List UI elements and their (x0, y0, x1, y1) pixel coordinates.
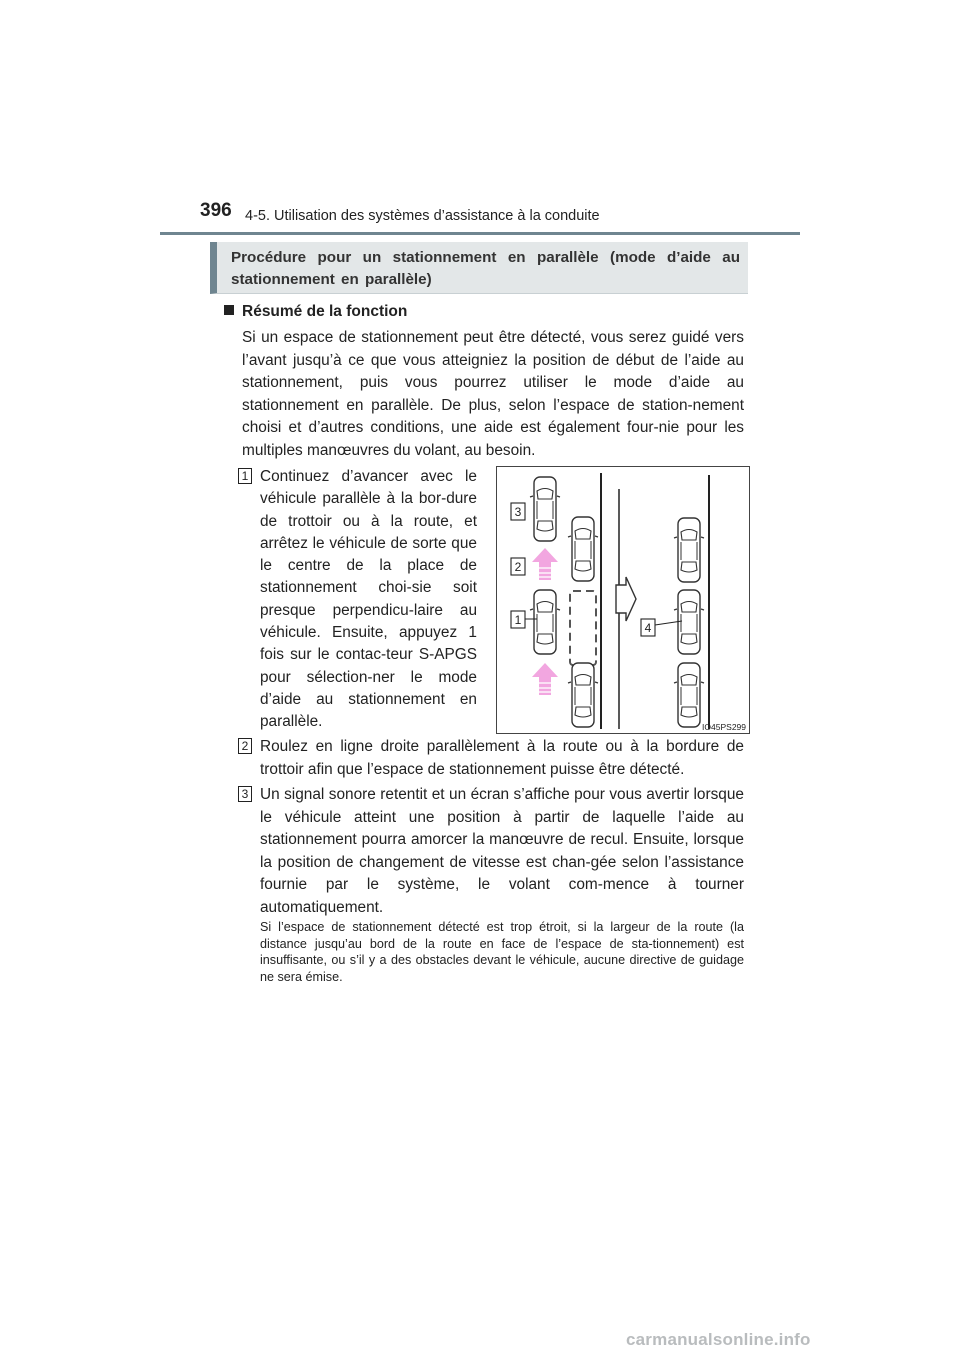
step-2-badge: 2 (238, 738, 252, 754)
subsection-heading-text: Résumé de la fonction (242, 303, 408, 320)
step-3-text: Un signal sonore retentit et un écran s’affiche pour vous avertir lorsque le véhicule atteint une position à partir de laquelle l’aide au stationnement pourra amorcer la manœuvre de recul. Ensuite, lorsque la position de changement de vitesse est chan-gée selon l’assistance fournie par le système, le volant com-mence à tourner automatiquement. (260, 786, 744, 916)
step-1-badge: 1 (238, 468, 252, 484)
step-3-badge: 3 (238, 786, 252, 802)
section-heading-box (210, 242, 748, 294)
intro-paragraph: Si un espace de stationnement peut être détecté, vous serez guidé vers l’avant jusqu’à ce que vous atteigniez la position de début de l’aide au stationnement, puis vous pourrez utiliser le mode d’aide au stationnement en parallèle. De plus, selon l’espace de station-nement choisi et d’autres conditions, une aide est également four-nie pour les multiples manœuvres du volant, au besoin. (242, 329, 744, 459)
diagram-label-2: 2 (514, 560, 522, 574)
parking-diagram-drawing (497, 467, 751, 735)
square-bullet-icon (224, 305, 234, 315)
page-number: 396 (200, 200, 232, 221)
running-header: 4-5. Utilisation des systèmes d’assistance à la conduite (245, 208, 600, 224)
subsection-heading (224, 303, 407, 321)
header-rule (160, 232, 800, 235)
diagram-label-4: 4 (644, 621, 652, 635)
parking-diagram (496, 466, 750, 734)
diagram-label-1: 1 (514, 613, 522, 627)
note-paragraph: Si l’espace de stationnement détecté est trop étroit, si la largeur de la route (la distance jusqu’au bord de la route en face de l’espace de sta-tionnement) est insuffisante, ou s’il y a des obstacles devant le véhicule, aucune directive de guidage ne sera émise. (260, 920, 744, 984)
step-1-text: Continuez d’avancer avec le véhicule parallèle à la bor-dure de trottoir ou à la route, et arrêtez le véhicule de sorte que le centre de la place de stationnement choi-sie soit presque perpendicu-laire au véhicule. Ensuite, appuyez 1 fois sur le contac-teur S-APGS pour sélection-ner le mode d’aide au stationnement en parallèle. (260, 468, 477, 731)
diagram-label-3: 3 (514, 505, 522, 519)
diagram-code: IO45PS299 (702, 722, 746, 732)
section-title: Procédure pour un stationnement en parallèle (mode d’aide au stationnement en parallèle) (231, 249, 740, 288)
footer-watermark: carmanualsonline.info (626, 1330, 811, 1349)
step-2-text: Roulez en ligne droite parallèlement à la route ou à la bordure de trottoir afin que l’espace de stationnement puisse être détecté. (260, 738, 744, 778)
